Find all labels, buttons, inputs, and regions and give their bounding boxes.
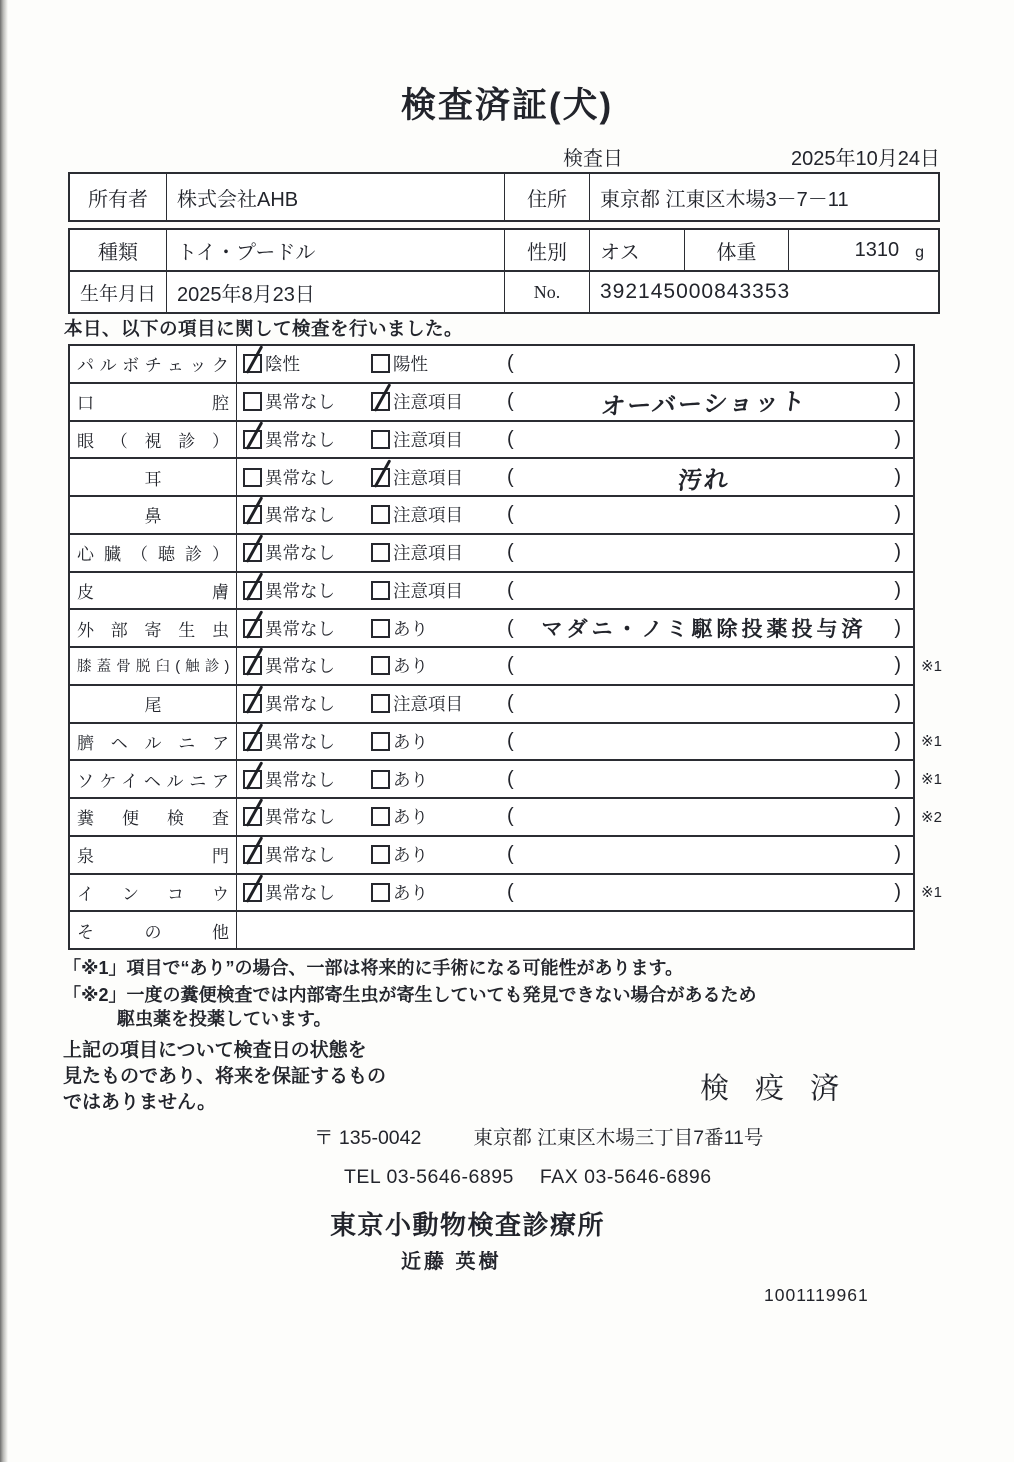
check-mark [246,648,263,676]
option-label: 異常なし [265,694,335,715]
checkbox [243,807,262,826]
paren-close: ) [894,578,901,601]
option-label: 注意項目 [393,429,463,450]
checkbox [371,581,390,600]
paren-close: ) [894,616,901,639]
option-1 [243,880,371,905]
checkbox [371,694,390,713]
option-label: 異常なし [265,807,335,828]
inspection-row [70,722,942,760]
option-label: 注意項目 [393,392,463,413]
option-1 [243,804,371,829]
disclaimer-line3: ではありません。 [63,1092,217,1113]
inspection-row-content [237,837,913,873]
inspection-item-label: 皮膚 [70,573,237,609]
paren-open: ( [507,805,514,828]
checkbox [243,883,262,902]
paren-close: ) [894,729,901,752]
inspection-row-content [237,384,913,420]
checkbox [371,732,390,751]
inspection-table [68,344,942,950]
birthdate-value: 2025年8月23日 [167,272,505,312]
footnote-marker: ※1 [921,771,942,789]
check-mark [246,421,263,449]
option-2 [371,465,507,490]
clinic-name: 東京小動物検査診療所 [330,1210,606,1240]
owner-table [68,172,940,222]
disclaimer-text [63,1038,386,1116]
number-value: 392145000843353 [600,280,791,303]
option-label: 陽性 [393,354,428,375]
disclaimer-line2: 見たものであり、将来を保証するもの [63,1066,387,1087]
veterinarian-name: 近藤 英樹 [401,1251,502,1273]
page-title: 検査済証(犬) [400,86,614,125]
checkbox [243,694,262,713]
check-mark [246,534,263,562]
inspection-item-label: 耳 [70,459,237,495]
remarks-field [507,768,901,791]
option-label: あり [393,618,428,639]
sex-label: 性別 [505,230,590,270]
paren-close: ) [894,843,901,866]
option-1 [243,389,371,414]
inspection-row-content [237,912,913,948]
check-mark [246,610,263,638]
option-2 [371,427,507,452]
remarks-field [507,881,901,904]
serial-number: 1001119961 [764,1285,869,1305]
option-label: 注意項目 [393,543,463,564]
option-1 [243,578,371,603]
inspection-date-label: 検査日 [563,148,623,170]
paren-close: ) [894,767,901,790]
remarks-text: オーバーショット [599,388,809,421]
weight-value: 1310 [854,238,900,261]
inspection-row [70,420,913,458]
option-label: あり [393,731,428,752]
breed-value: トイ・プードル [167,230,505,270]
check-mark [374,383,391,411]
paren-open: ( [507,843,514,866]
inspection-row [70,835,913,873]
option-1 [243,729,371,754]
remarks-field [507,503,901,526]
option-2 [371,389,507,414]
remarks-text: マダニ・ノミ駆除投薬投与済 [541,618,867,642]
checkbox [243,732,262,751]
remarks-field [507,654,901,677]
option-1 [243,540,371,565]
check-mark [246,572,263,600]
option-label: あり [393,845,428,866]
option-label: 注意項目 [393,467,463,488]
inspection-item-label: 外部寄生虫 [70,610,237,646]
option-label: 異常なし [265,505,335,526]
option-label: 異常なし [265,543,335,564]
paren-open: ( [507,465,514,488]
inspection-item-label: ソケイヘルニア [70,761,237,797]
inspection-row-content [237,610,913,646]
inspection-item-label: 眼（視診） [70,422,237,458]
inspection-row [70,495,913,533]
inspection-date-value: 2025年10月24日 [791,148,940,170]
option-1 [243,616,371,641]
inspection-row-content [237,346,913,382]
intro-text: 本日、以下の項目に関して検査を行いました。 [64,318,464,339]
checkbox [371,505,390,524]
option-1 [243,842,371,867]
remarks-field [507,805,901,828]
option-2 [371,540,507,565]
paren-open: ( [507,654,514,677]
inspection-item-label: パルボチェック [70,346,237,382]
option-label: 異常なし [265,580,335,601]
paren-close: ) [894,654,901,677]
inspection-row-content [237,573,913,609]
paren-open: ( [507,390,514,413]
remarks-field [507,692,901,715]
checkbox [371,543,390,562]
checkbox [371,392,390,411]
option-1 [243,465,371,490]
address-label: 住所 [505,174,590,220]
remarks-field [507,384,901,419]
footnote-2-line2: 駆虫薬を投薬しています。 [117,1009,332,1029]
option-label: 陰性 [265,354,300,375]
clinic-tel-line [344,1166,712,1189]
inspection-row [70,571,913,609]
inspection-row [70,646,942,684]
option-2 [371,880,507,905]
quarantine-stamp: 検 疫 済 [700,1073,849,1105]
option-1 [243,502,371,527]
tel-number: TEL 03-5646-6895 [344,1166,514,1188]
paren-open: ( [507,880,514,903]
checkbox [371,619,390,638]
inspection-item-label: 口腔 [70,384,237,420]
remarks-field [507,352,901,375]
check-mark [246,761,263,789]
remarks-field [507,579,901,602]
option-2 [371,691,507,716]
remarks-field [507,460,901,495]
owner-value: 株式会社AHB [167,174,505,220]
paren-open: ( [507,767,514,790]
number-label: No. [505,272,590,312]
option-2 [371,578,507,603]
sex-value: オス [590,230,685,270]
option-2 [371,804,507,829]
footnote-marker: ※2 [921,808,942,826]
postal-code: 〒 135-0042 [314,1127,422,1149]
checkbox [243,845,262,864]
inspection-row [70,797,942,835]
checkbox [371,430,390,449]
disclaimer-line1: 上記の項目について検査日の状態を [63,1040,367,1061]
option-2 [371,616,507,641]
checkbox [243,354,262,373]
paren-close: ) [894,692,901,715]
paren-open: ( [507,541,514,564]
remarks-field [507,541,901,564]
option-label: 注意項目 [393,505,463,526]
checkbox [243,581,262,600]
weight-cell [789,230,938,270]
birthdate-label: 生年月日 [70,272,167,312]
inspection-item-label: 鼻 [70,497,237,533]
option-label: 注意項目 [393,580,463,601]
option-label: あり [393,807,428,828]
remarks-text: 汚れ [676,465,732,495]
inspection-row [70,346,913,382]
inspection-row-content [237,459,913,495]
check-mark [246,723,263,751]
option-2 [371,729,507,754]
inspection-row-content [237,648,913,684]
inspection-row-content [237,875,913,911]
inspection-date-row [563,142,940,171]
check-mark [246,346,263,374]
scan-edge-shadow [0,0,8,1462]
checkbox [371,656,390,675]
inspection-row [70,382,913,420]
check-mark [246,497,263,525]
remarks-field [507,843,901,866]
checkbox [371,354,390,373]
checkbox [371,845,390,864]
option-label: 異常なし [265,731,335,752]
option-label: 異常なし [265,656,335,677]
paren-close: ) [894,880,901,903]
weight-unit: g [915,244,924,261]
paren-close: ) [894,541,901,564]
option-1 [243,351,371,376]
option-label: 異常なし [265,467,335,488]
option-2 [371,767,507,792]
check-mark [246,799,263,827]
inspection-row [70,533,913,571]
breed-label: 種類 [70,230,167,270]
option-label: 異常なし [265,769,335,790]
remarks-field [507,428,901,451]
checkbox [243,543,262,562]
footnote-marker: ※1 [921,733,942,751]
checkbox [243,468,262,487]
footnote-2-line1: 「※2」一度の糞便検査では内部寄生虫が寄生していても発見できない場合があるため [63,985,757,1005]
inspection-row-content [237,535,913,571]
owner-label: 所有者 [70,174,167,220]
inspection-row-content [237,761,913,797]
checkbox [371,883,390,902]
option-1 [243,653,371,678]
checkbox [371,468,390,487]
checkbox [243,392,262,411]
option-label: 異常なし [265,392,335,413]
checkbox [243,505,262,524]
remarks-field [507,613,901,643]
check-mark [246,874,263,902]
checkbox [243,770,262,789]
option-1 [243,427,371,452]
inspection-row [70,684,913,722]
inspection-item-label: 膝蓋骨脱臼(触診) [70,648,237,684]
inspection-item-label: 糞便検査 [70,799,237,835]
inspection-item-label: 泉門 [70,837,237,873]
option-label: 異常なし [265,618,335,639]
checkbox [243,656,262,675]
inspection-row [70,759,942,797]
paren-close: ) [894,503,901,526]
footnote-2 [63,983,757,1031]
inspection-item-label: インコウ [70,875,237,911]
option-2 [371,842,507,867]
option-label: 異常なし [265,845,335,866]
paren-close: ) [894,390,901,413]
paren-open: ( [507,427,514,450]
checkbox [243,430,262,449]
inspection-row-content [237,686,913,722]
paren-open: ( [507,352,514,375]
footnote-1: 「※1」項目で“あり”の場合、一部は将来的に手術になる可能性があります。 [63,958,684,978]
inspection-row-content [237,799,913,835]
option-2 [371,351,507,376]
paren-close: ) [894,465,901,488]
option-label: 注意項目 [393,694,463,715]
option-1 [243,691,371,716]
footnote-marker: ※1 [921,657,942,675]
inspection-row-content [237,724,913,760]
inspection-row [70,608,913,646]
inspection-row [70,873,942,911]
check-mark [374,459,391,487]
clinic-postal-line [314,1122,763,1150]
inspection-item-label: 心臓（聴診） [70,535,237,571]
inspection-row-content [237,497,913,533]
inspection-item-label: その他 [70,912,237,948]
option-label: 異常なし [265,882,335,903]
paren-close: ) [894,805,901,828]
inspection-row [70,910,913,948]
inspection-item-label: 臍ヘルニア [70,724,237,760]
option-2 [371,502,507,527]
checkbox [371,807,390,826]
paren-open: ( [507,578,514,601]
weight-label: 体重 [685,230,789,270]
inspection-row-content [237,422,913,458]
pet-info-table [68,228,940,314]
fax-number: FAX 03-5646-6896 [539,1166,712,1188]
check-mark [246,836,263,864]
paren-open: ( [507,692,514,715]
address-value: 東京都 江東区木場3－7－11 [600,188,849,211]
check-mark [246,685,263,713]
option-label: あり [393,769,428,790]
paren-open: ( [507,503,514,526]
option-label: あり [393,882,428,903]
option-1 [243,767,371,792]
paren-open: ( [507,729,514,752]
checkbox [243,619,262,638]
footnote-marker: ※1 [921,884,942,902]
paren-close: ) [894,352,901,375]
inspection-item-label: 尾 [70,686,237,722]
clinic-address: 東京都 江東区木場三丁目7番11号 [473,1127,764,1149]
option-label: 異常なし [265,429,335,450]
option-2 [371,653,507,678]
option-label: あり [393,656,428,677]
checkbox [371,770,390,789]
paren-close: ) [894,427,901,450]
inspection-row [70,457,913,495]
paren-open: ( [507,616,514,639]
remarks-field [507,730,901,753]
